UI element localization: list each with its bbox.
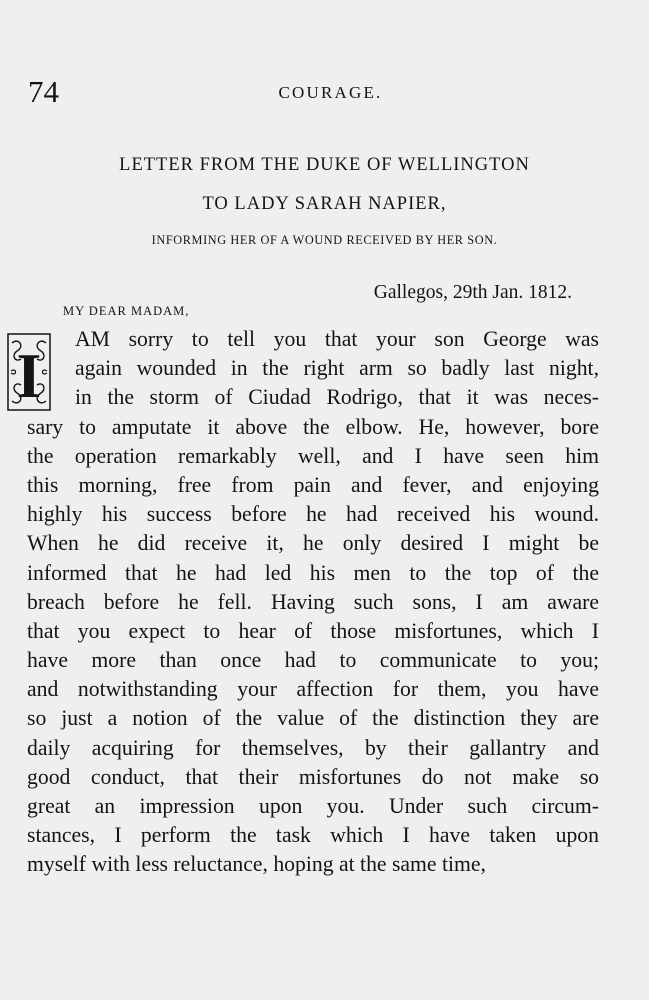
letter-heading-line-2: TO LADY SARAH NAPIER, [202,194,447,214]
body-line: sary to amputate it above the elbow. He, however, bore [27,414,599,439]
body-line: good conduct, that their misfortunes do not make so [27,764,599,789]
letter-subheading: INFORMING HER OF A WOUND RECEIVED BY HER SON. [151,233,498,247]
svg-text:I: I [16,340,42,411]
body-line: myself with less reluctance, hoping at the same time, [27,852,486,877]
letter-body [27,325,599,880]
page-number: 74 [28,74,59,109]
body-line: the operation remarkably well, and I have seen him [27,443,599,468]
body-line: this morning, free from pain and fever, and enjoying [27,472,599,497]
body-line: AM sorry to tell you that your son George was [75,327,599,351]
body-line: that you expect to hear of those misfortunes, which I [27,618,599,643]
body-line: When he did receive it, he only desired I might be [27,531,599,556]
running-head [0,74,649,110]
letter-salutation: MY DEAR MADAM, [63,304,190,318]
body-line: great an impression upon you. Under such circum- [27,794,599,818]
body-line: so just a notion of the value of the distinction they are [27,706,599,731]
body-line: in the storm of Ciudad Rodrigo, that it was neces- [75,385,599,410]
body-line: breach before he fell. Having such sons, I am aware [27,589,599,614]
letter-heading-line-1: LETTER FROM THE DUKE OF WELLINGTON [119,155,530,175]
body-line: again wounded in the right arm so badly last night, [75,356,599,381]
letter-dateline: Gallegos, 29th Jan. 1812. [373,282,572,303]
body-line: daily acquiring for themselves, by their gallantry and [27,735,599,760]
body-line: highly his success before he had received his wound. [27,502,599,527]
body-line: and notwithstanding your affection for them, you have [27,677,599,702]
body-line: informed that he had led his men to the top of the [27,560,599,585]
running-title: COURAGE. [278,83,383,102]
body-line: have more than once had to communicate to you; [27,648,599,673]
body-line: stances, I perform the task which I have taken upon [27,823,599,848]
